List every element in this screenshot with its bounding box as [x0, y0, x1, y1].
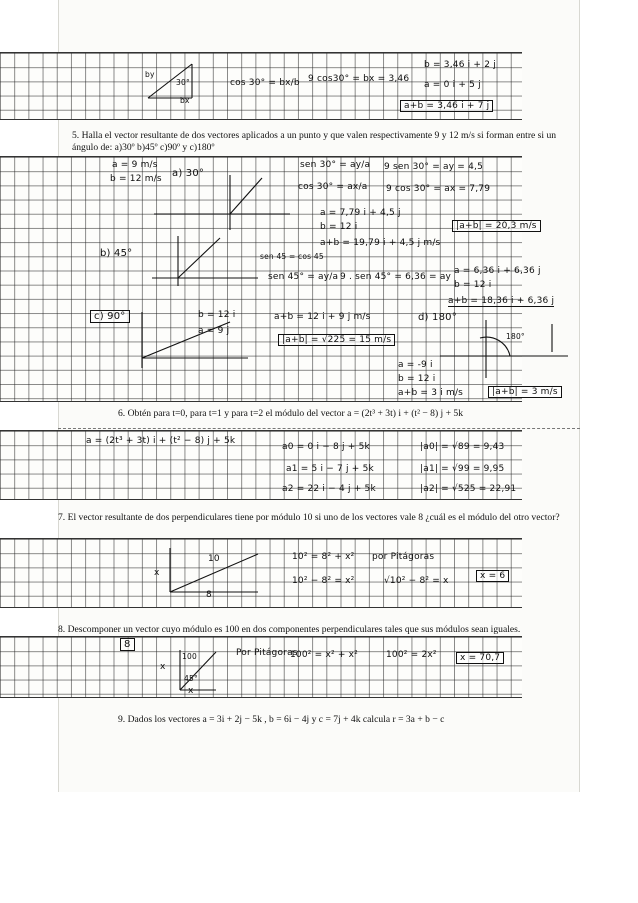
p6-a0: a0 = 0 i − 8 j + 5k	[282, 442, 370, 452]
p8-eq2: 100² = 2x²	[386, 650, 437, 660]
p6-expr: a = (2t³ + 3t) i + (t² − 8) j + 5k	[86, 436, 236, 446]
p6-m2: |a2| = √525 = 22,91	[420, 484, 517, 494]
p7-pit: por Pitágoras	[372, 552, 435, 562]
p6-a2: a2 = 22 i − 4 j + 5k	[282, 484, 376, 494]
p5-sketch-180	[440, 316, 570, 382]
p5-sin45: sen 45° = ay/a	[268, 272, 339, 282]
p6-m0: |a0| = √89 = 9,43	[420, 442, 505, 452]
p5-part-d: d) 180°	[418, 312, 457, 323]
p7-lab8: 8	[206, 590, 212, 600]
p8-pit: Por Pitágoras	[236, 648, 298, 658]
p7-labx: x	[154, 568, 160, 578]
p5-ay: 9 sen 30° = ay = 4,5	[384, 162, 484, 172]
p5-sin30: sen 30° = ay/a	[300, 160, 371, 170]
sum-vector: a+b = 3,46 i + 7 j	[400, 100, 493, 112]
p5-angle-180: 180°	[506, 332, 525, 341]
p8-lab45: 45°	[184, 674, 198, 683]
p5-sum90: a+b = 12 i + 9 j m/s	[274, 312, 371, 322]
problem-7-statement: 7. El vector resultante de dos perpendiculares tiene por módulo 10 si uno de los vectores vale 8 ¿cuál es el módulo del otro vector?	[58, 512, 560, 523]
p5-a45: a = 6,36 i + 6,36 j	[454, 266, 541, 276]
cos-equation: cos 30° = bx/b	[230, 78, 300, 88]
p7-eq3: √10² − 8² = x	[384, 576, 449, 586]
by-label: by	[145, 70, 155, 79]
p7-ans: x = 6	[476, 570, 509, 582]
p5-a-vec: a = 7,79 i + 4,5 j	[320, 208, 401, 218]
p5-part-b: b) 45°	[100, 248, 133, 259]
separator-6	[58, 428, 580, 429]
p5-sum: a+b = 19,79 i + 4,5 j m/s	[320, 238, 441, 248]
p5-sum180: a+b = 3 i m/s	[398, 388, 464, 398]
p5-ay45: 9 . sen 45° = 6,36 = ay	[340, 272, 452, 282]
p7-lab10: 10	[208, 554, 220, 564]
p5-sketch-45	[148, 232, 268, 292]
p5-sen45-eq: sen 45 = cos 45	[260, 252, 324, 261]
p5-sketch-30	[150, 170, 310, 240]
triangle-sketch-top	[140, 56, 210, 106]
p7-eq1: 10² = 8² + x²	[292, 552, 355, 562]
p5-ax: 9 cos 30° = ax = 7,79	[386, 184, 491, 194]
p5-b45: b = 12 i	[454, 280, 492, 290]
p5-b180: b = 12 i	[398, 374, 436, 384]
problem-5-statement: 5. Halla el vector resultante de dos vectores aplicados a un punto y que valen respectivamente 9 y 12 m/s si forman entre si un ángulo de: a)30º b)45º c)90º y c)180º	[72, 130, 557, 153]
p6-a1: a1 = 5 i − 7 j + 5k	[286, 464, 374, 474]
p5-a-given: a = 9 m/s	[112, 160, 158, 170]
p5-b-given: b = 12 m/s	[110, 174, 162, 184]
p5-b-vec: b = 12 i	[320, 222, 358, 232]
p5-mod: |a+b| = 20,3 m/s	[452, 220, 541, 232]
a-vector: a = 0 i + 5 j	[424, 80, 481, 90]
p8-eq1: 100² = x² + x²	[290, 650, 358, 660]
p5-a180: a = -9 i	[398, 360, 433, 370]
p8-labx-bottom: x	[188, 686, 194, 696]
p7-sketch	[158, 544, 268, 600]
angle-label: 30°	[176, 78, 190, 87]
bx-label: bx	[180, 96, 190, 105]
p5-part-a: a) 30°	[172, 168, 205, 179]
p5-sum45: a+b = 18,36 i + 6,36 j	[448, 296, 555, 306]
p8-num: 8	[120, 638, 135, 651]
p8-ans: x = 70,7	[456, 652, 504, 664]
grid-problem-8	[0, 636, 522, 698]
problem-9-statement: 9. Dados los vectores a = 3i + 2j − 5k , b = 6i − 4j y c = 7j + 4k calcula r = 3a + b − c	[118, 714, 445, 725]
p7-eq2: 10² − 8² = x²	[292, 576, 355, 586]
p5-b90: b = 12 i	[198, 310, 236, 320]
p6-m1: |a1| = √99 = 9,95	[420, 464, 505, 474]
p8-lab100: 100	[182, 652, 197, 661]
p5-cos30: cos 30° = ax/a	[298, 182, 368, 192]
bx-result: 9 cos30° = bx = 3,46	[308, 74, 410, 84]
b-vector: b = 3,46 i + 2 j	[424, 60, 496, 70]
p8-labx-left: x	[160, 662, 166, 672]
p5-mod180: |a+b| = 3 m/s	[488, 386, 562, 398]
p5-mod90: |a+b| = √225 = 15 m/s	[278, 334, 395, 346]
problem-8-statement: 8. Descomponer un vector cuyo módulo es 100 en dos componentes perpendiculares tales que sus módulos sean iguales.	[58, 624, 521, 635]
p5-part-c: c) 90°	[90, 310, 130, 323]
p5-a90: a = 9 j	[198, 326, 230, 336]
problem-6-statement: 6. Obtén para t=0, para t=1 y para t=2 el módulo del vector a = (2t³ + 3t) i + (t² − 8) j + 5k	[118, 408, 464, 419]
